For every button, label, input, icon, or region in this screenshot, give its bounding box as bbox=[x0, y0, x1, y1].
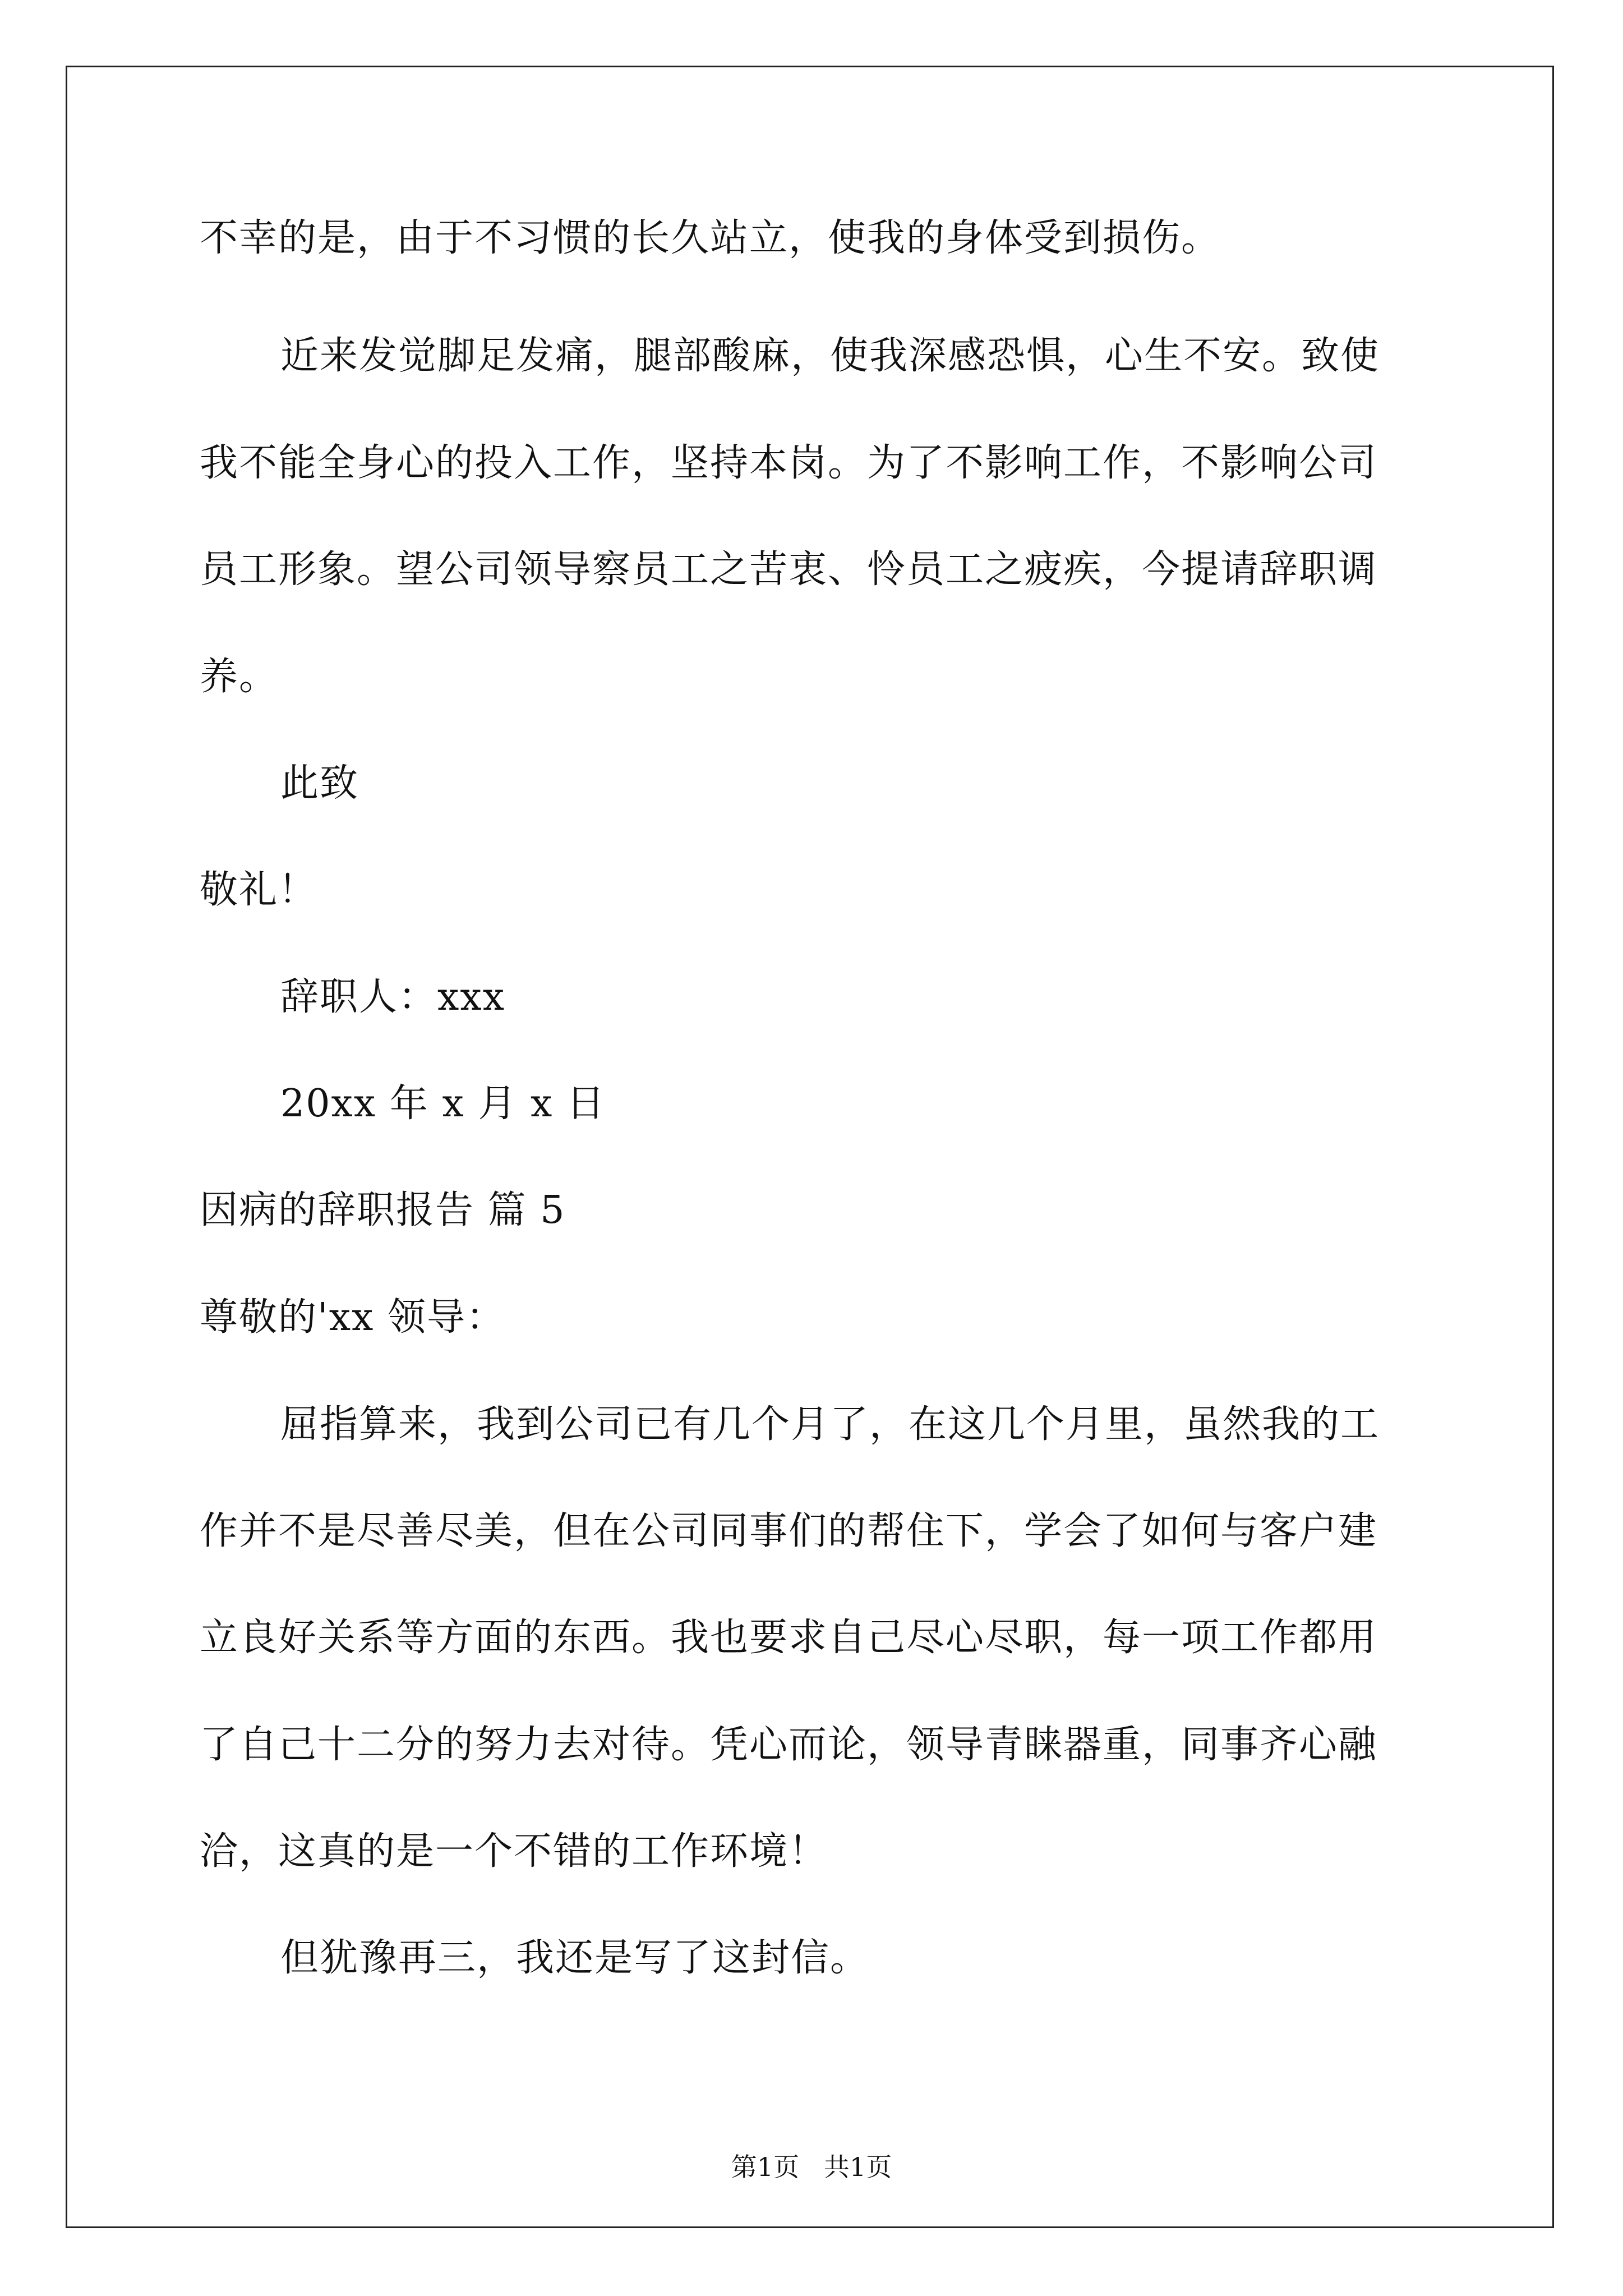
paragraph-line: 作并不是尽善尽美，但在公司同事们的帮住下，学会了如何与客户建 bbox=[200, 1509, 1378, 1553]
paragraph-line: 近来发觉脚足发痛，腿部酸麻，使我深感恐惧，心生不安。致使 bbox=[280, 334, 1380, 378]
section-title: 因病的辞职报告 篇 5 bbox=[200, 1188, 566, 1232]
signature-date: 20xx 年 x 月 x 日 bbox=[280, 1082, 606, 1126]
page-border bbox=[66, 66, 1554, 2228]
paragraph-line: 但犹豫再三，我还是写了这封信。 bbox=[280, 1936, 870, 1980]
greeting: 尊敬的'xx 领导： bbox=[200, 1295, 506, 1340]
signature-name: 辞职人：xxx bbox=[280, 975, 506, 1019]
page-footer: 第1页 共1页 bbox=[731, 2152, 892, 2182]
paragraph-line: 员工形象。望公司领导察员工之苦衷、怜员工之疲疾，今提请辞职调 bbox=[200, 547, 1378, 592]
paragraph-line: 我不能全身心的投入工作，坚持本岗。为了不影响工作，不影响公司 bbox=[200, 441, 1378, 485]
closing-salutation: 此致 bbox=[280, 761, 359, 806]
paragraph-line: 了自己十二分的努力去对待。凭心而论，领导青睐器重，同事齐心融 bbox=[200, 1723, 1378, 1767]
paragraph-line: 屈指算来，我到公司已有几个月了，在这几个月里，虽然我的工 bbox=[280, 1402, 1380, 1447]
paragraph-line: 养。 bbox=[200, 655, 279, 699]
paragraph-line: 洽，这真的是一个不错的工作环境！ bbox=[200, 1829, 828, 1874]
closing-regards: 敬礼！ bbox=[200, 868, 318, 912]
paragraph-line: 立良好关系等方面的东西。我也要求自己尽心尽职，每一项工作都用 bbox=[200, 1616, 1378, 1660]
paragraph-line: 不幸的是，由于不习惯的长久站立，使我的身体受到损伤。 bbox=[200, 216, 1221, 260]
